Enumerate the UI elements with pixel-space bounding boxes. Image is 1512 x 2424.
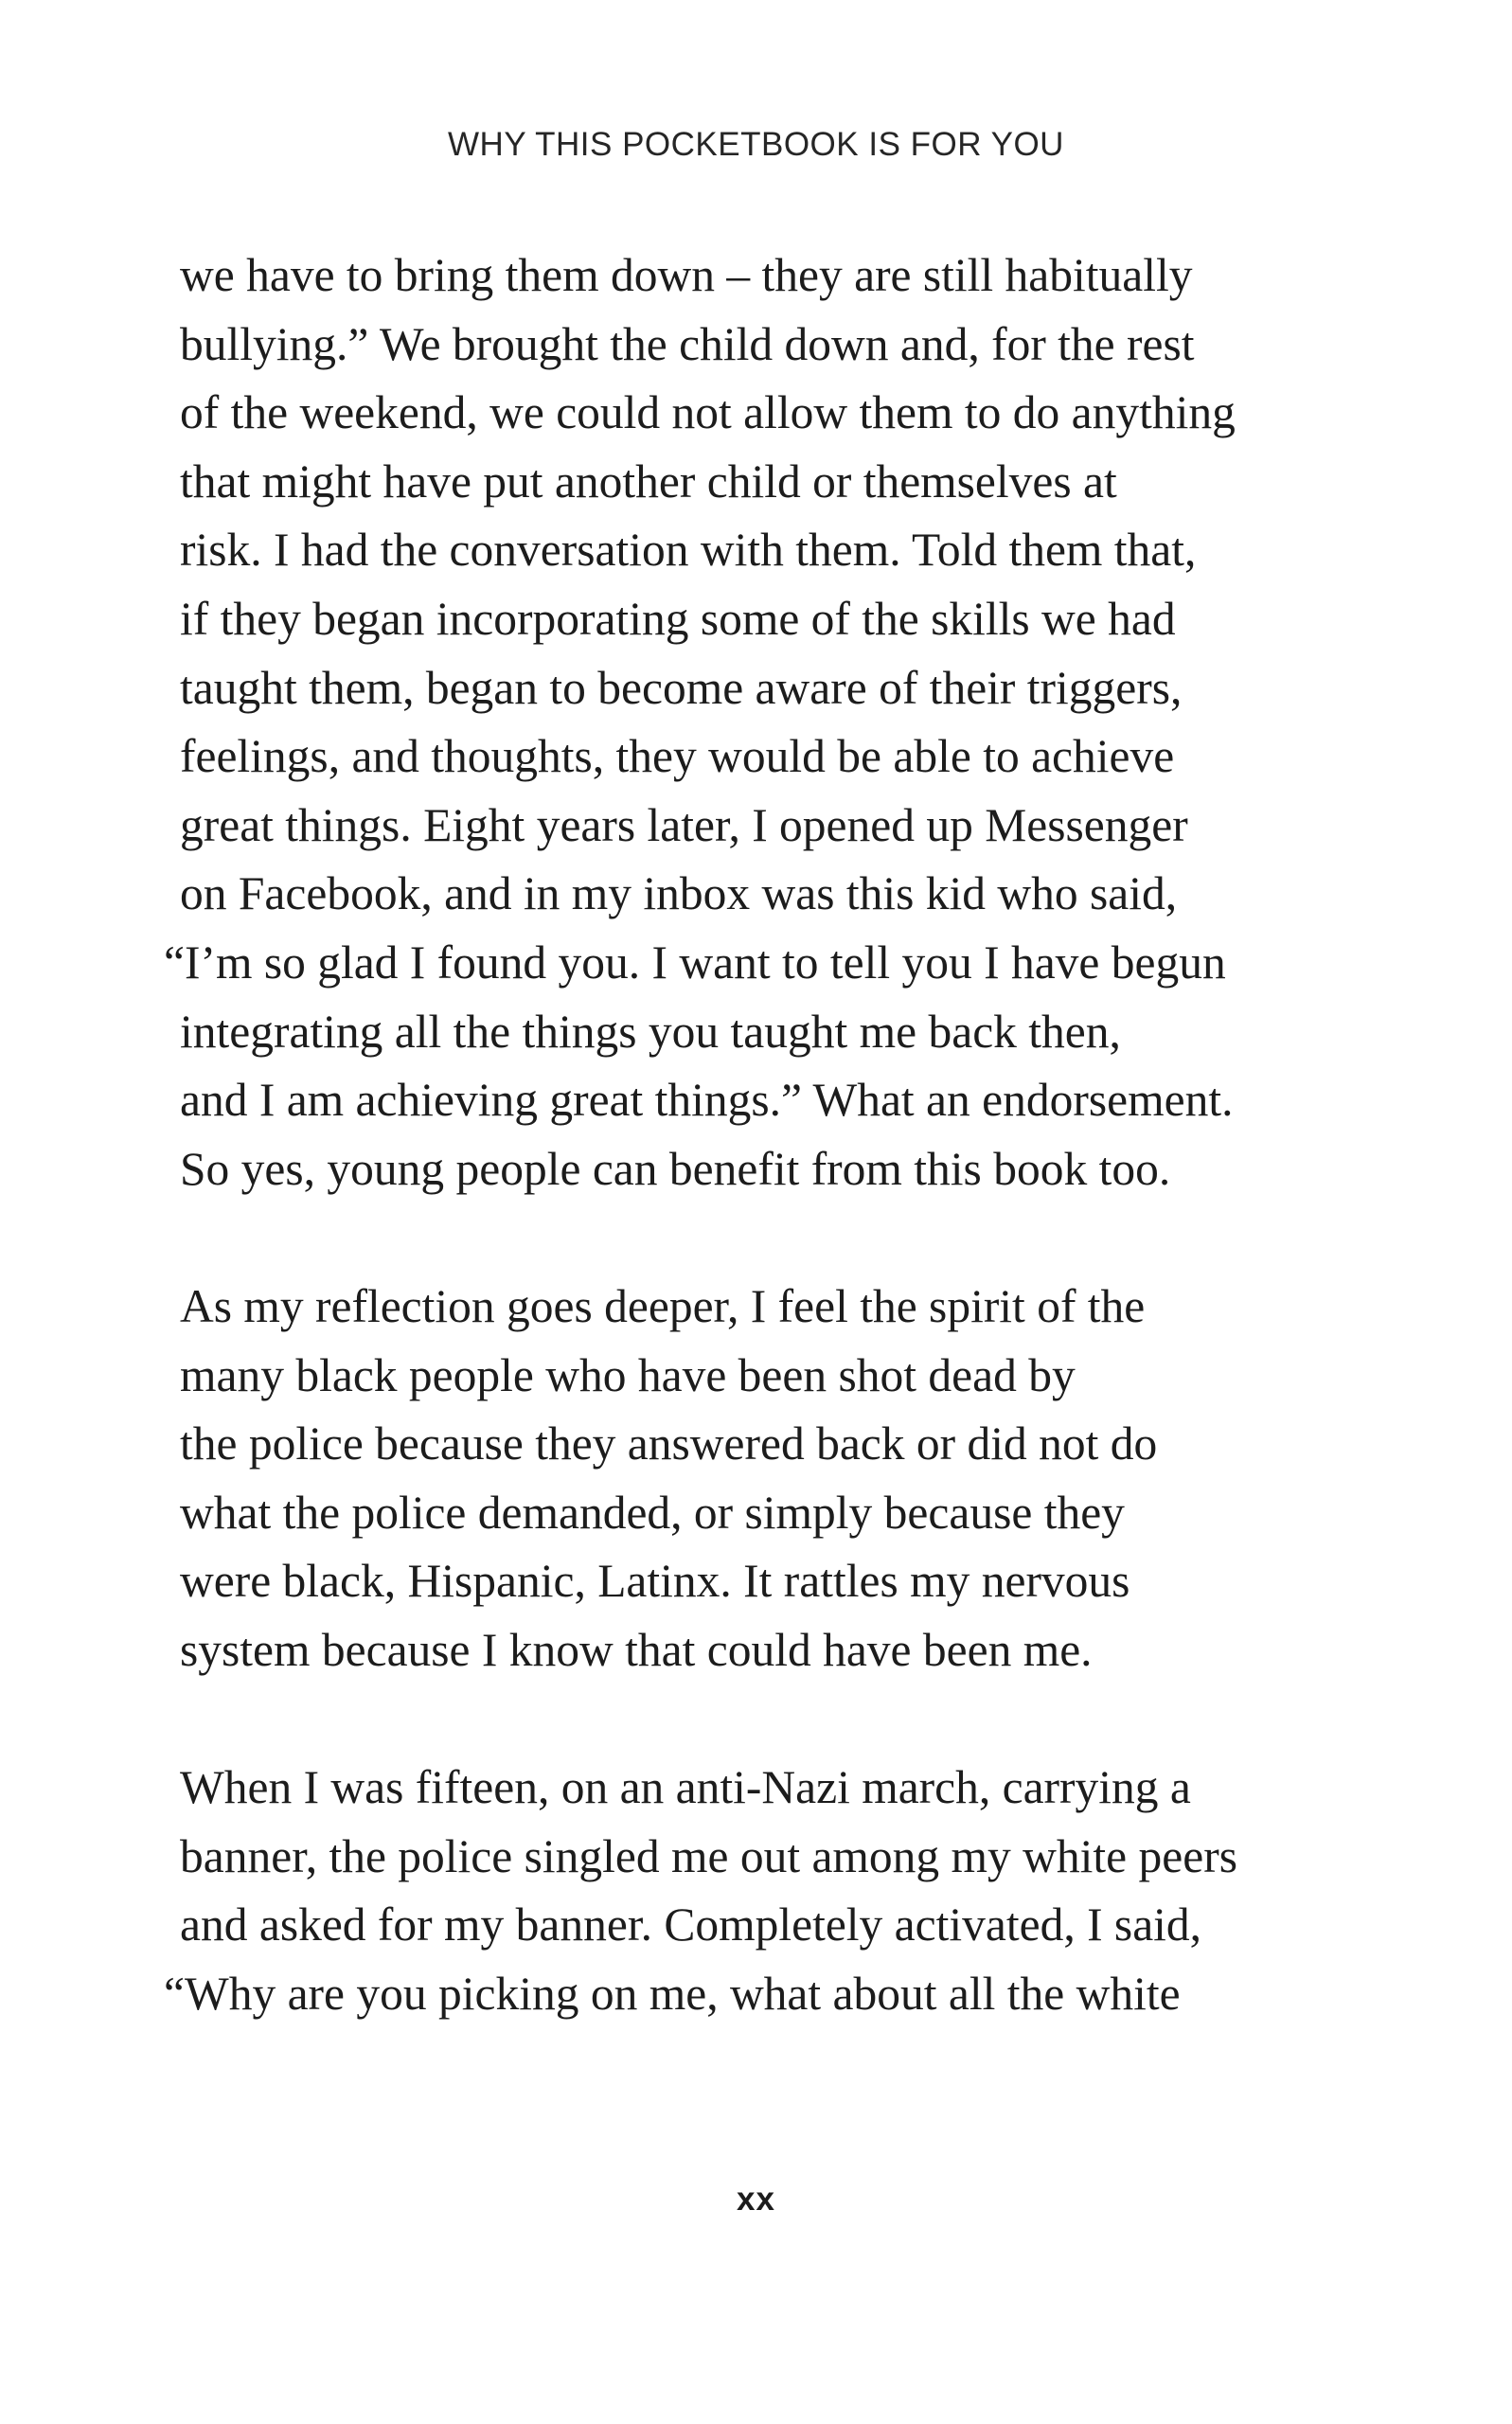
text-line: system because I know that could have been me. [180,1623,1093,1676]
body-text [164,241,1344,2028]
text-line: great things. Eight years later, I opened up Messenger [180,798,1188,851]
text-line: and I am achieving great things.” What an endorsement. [180,1074,1234,1127]
text-line: feelings, and thoughts, they would be able to achieve [180,730,1175,783]
text-line: So yes, young people can benefit from this book too. [180,1142,1171,1195]
text-line: what the police demanded, or simply because they [180,1486,1125,1539]
text-line: integrating all the things you taught me back then, [180,1005,1121,1058]
text-line: “I’m so glad I found you. I want to tell you I have begun [164,936,1226,989]
paragraph-spacer [180,1684,1344,1754]
text-line: When I was fifteen, on an anti-Nazi march, carrying a [180,1761,1191,1814]
paragraph-spacer [180,1203,1344,1273]
text-line: and asked for my banner. Completely activated, I said, [180,1898,1202,1952]
text-line: As my reflection goes deeper, I feel the spirit of the [180,1279,1146,1332]
text-line: many black people who have been shot dead by [180,1348,1076,1401]
text-line: if they began incorporating some of the skills we had [180,592,1176,645]
text-line: “Why are you picking on me, what about all the white [164,1967,1181,2020]
paragraph-2 [180,1273,1344,1685]
running-head: WHY THIS POCKETBOOK IS FOR YOU [448,126,1064,163]
text-line: banner, the police singled me out among my white peers [180,1829,1237,1882]
text-line: the police because they answered back or did not do [180,1417,1158,1470]
text-line: we have to bring them down – they are still habitually [180,249,1193,301]
text-line: bullying.” We brought the child down and, for the rest [180,317,1195,370]
text-line: taught them, began to become aware of their triggers, [180,661,1183,714]
text-line: on Facebook, and in my inbox was this kid who said, [180,867,1178,920]
paragraph-1 [164,241,1344,1203]
paragraph-3 [164,1754,1344,2028]
text-line: risk. I had the conversation with them. Told them that, [180,524,1197,577]
text-line: that might have put another child or themselves at [180,454,1117,508]
text-line: were black, Hispanic, Latinx. It rattles my nervous [180,1555,1130,1608]
text-line: of the weekend, we could not allow them to do anything [180,386,1236,439]
page-number: xx [737,2181,775,2218]
